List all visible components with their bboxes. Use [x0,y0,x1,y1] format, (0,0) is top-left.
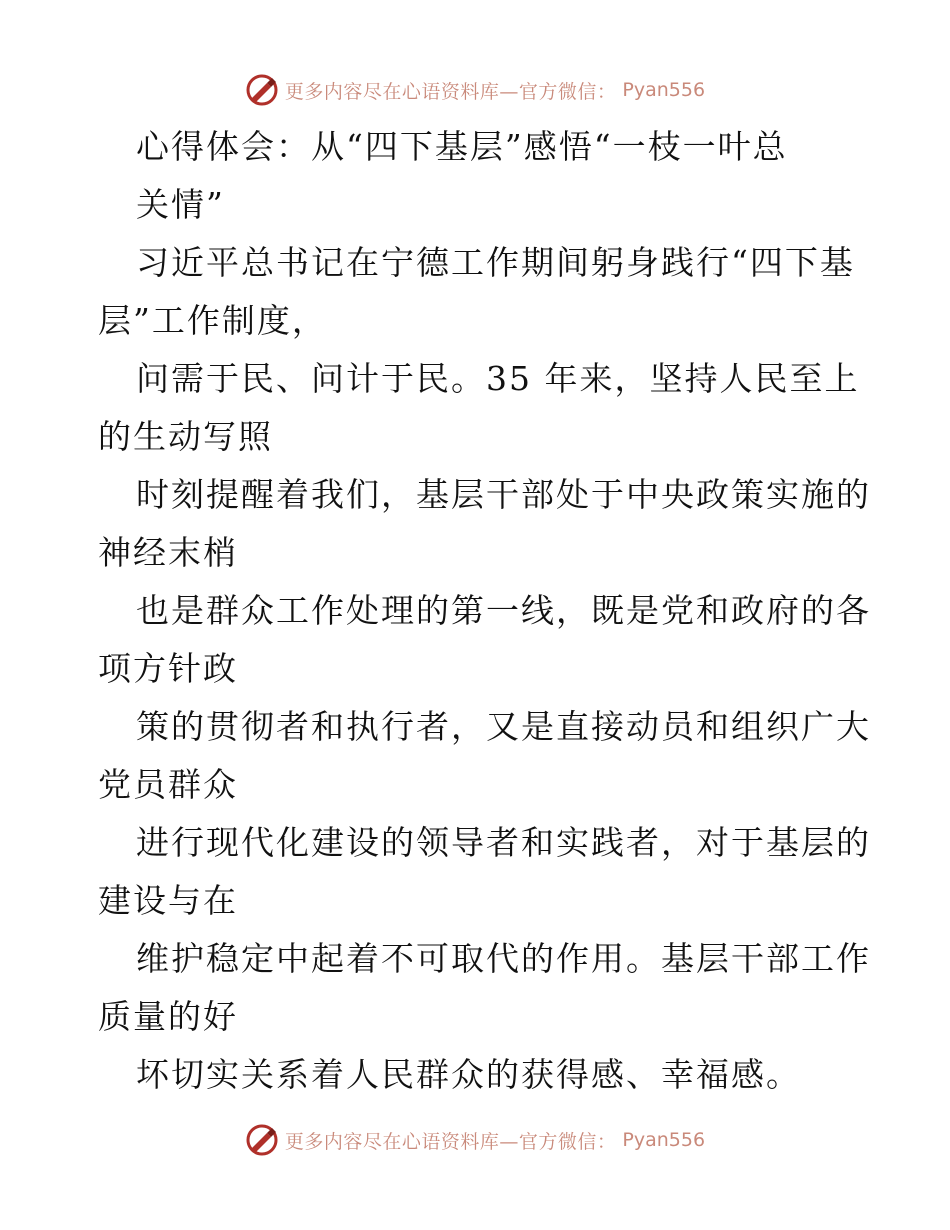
footer-banner [0,1120,950,1160]
text-line: 进行现代化建设的领导者和实践者，对于基层的 [136,823,871,862]
title-line-2: 关情” [136,185,225,224]
text-line: 问需于民、问计于民。35 年来，坚持人民至上 [136,359,860,398]
text-line: 质量的好 [98,997,238,1036]
text-line: 神经末梢 [98,533,238,572]
text-line: 维护稳定中起着不可取代的作用。基层干部工作 [136,939,871,978]
text-line: 的生动写照 [98,417,273,456]
text-line: 时刻提醒着我们，基层干部处于中央政策实施的 [136,475,871,514]
text-line: 层”工作制度， [98,301,327,340]
text-line: 坏切实关系着人民群众的获得感、幸福感。 [136,1055,801,1094]
document-body [98,118,871,1104]
banner-brand: Pyan556 [622,79,706,101]
header-banner [0,70,950,110]
banner-brand: Pyan556 [622,1129,706,1151]
text-line: 项方针政 [98,649,238,688]
pen-logo-icon [245,1123,279,1157]
title-line-1: 心得体会：从“四下基层”感悟“一枝一叶总 [136,127,788,166]
banner-slogan: 更多内容尽在心语资料库—官方微信： [284,1130,617,1153]
banner-slogan: 更多内容尽在心语资料库—官方微信： [284,80,617,103]
text-line: 党员群众 [98,765,238,804]
text-line: 策的贯彻者和执行者，又是直接动员和组织广大 [136,707,871,746]
text-line: 也是群众工作处理的第一线，既是党和政府的各 [136,591,871,630]
pen-logo-icon [245,73,279,107]
text-line: 习近平总书记在宁德工作期间躬身践行“四下基 [136,243,855,282]
text-line: 建设与在 [98,881,238,920]
